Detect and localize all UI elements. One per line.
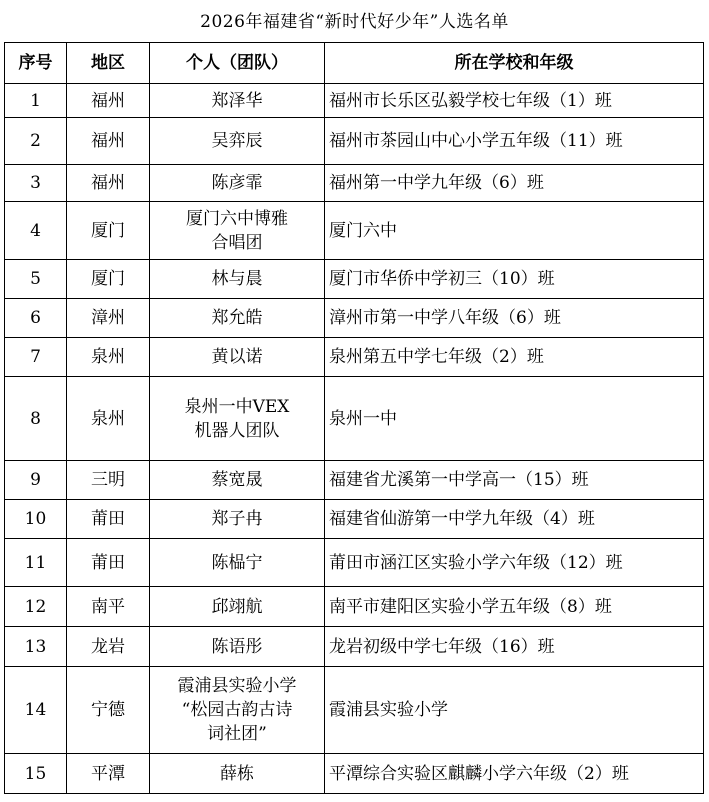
row-region: 福州 [67,165,150,202]
row-number: 15 [5,754,67,794]
row-name-line: 机器人团队 [194,420,280,441]
table-row [5,587,704,627]
row-region: 福州 [67,118,150,165]
row-number: 11 [5,539,67,587]
row-name [150,500,325,539]
row-number: 14 [5,667,67,754]
row-name-line: 郑泽华 [211,90,263,111]
table-row [5,754,704,794]
row-name-line: 陈语彤 [211,636,263,657]
row-school: 厦门市华侨中学初三（10）班 [325,260,704,299]
row-name-line: “松园古韵古诗 [181,700,293,720]
row-school: 福建省尤溪第一中学高一（15）班 [325,461,704,500]
row-school: 福州第一中学九年级（6）班 [325,165,704,202]
row-school: 福州市茶园山中心小学五年级（11）班 [325,118,704,165]
row-number: 10 [5,500,67,539]
row-region: 福州 [67,84,150,118]
row-name-line: 厦门六中博雅 [186,208,288,229]
row-name [150,338,325,377]
row-name [150,260,325,299]
row-school: 泉州一中 [325,377,704,461]
table-body [5,84,704,794]
row-name-line: 霞浦县实验小学 [177,676,297,696]
row-region: 泉州 [67,338,150,377]
row-number: 8 [5,377,67,461]
row-name [150,627,325,667]
row-number: 4 [5,202,67,260]
table-row [5,500,704,539]
row-school: 莆田市涵江区实验小学六年级（12）班 [325,539,704,587]
table-row [5,165,704,202]
row-name-line: 蔡宽晟 [211,470,263,490]
table-header-row [5,43,704,84]
table-row [5,539,704,587]
row-number: 7 [5,338,67,377]
row-school: 漳州市第一中学八年级（6）班 [325,299,704,338]
row-name [150,299,325,338]
header-name: 个人（团队） [150,43,325,84]
header-school: 所在学校和年级 [325,43,704,84]
row-name [150,461,325,500]
row-name-line: 薛栋 [220,763,254,784]
row-name-line: 吴弈辰 [211,131,263,151]
row-number: 3 [5,165,67,202]
row-number: 13 [5,627,67,667]
row-number: 12 [5,587,67,627]
row-name-line: 黄以诺 [211,347,263,367]
row-name-line: 陈彦霏 [211,173,263,193]
row-name [150,202,325,260]
row-name-line: 词社团” [207,724,267,744]
row-name-line: 郑子冉 [211,509,263,529]
row-name [150,587,325,627]
row-name [150,539,325,587]
row-school: 平潭综合实验区麒麟小学六年级（2）班 [325,754,704,794]
row-school: 福建省仙游第一中学九年级（4）班 [325,500,704,539]
table-row [5,667,704,754]
row-name [150,667,325,754]
row-region: 漳州 [67,299,150,338]
table-row [5,299,704,338]
row-region: 三明 [67,461,150,500]
row-name-line: 合唱团 [211,232,263,253]
row-name-line: 陈榀宁 [211,552,263,573]
candidate-table [4,42,704,794]
table-row [5,338,704,377]
row-number: 2 [5,118,67,165]
row-region: 南平 [67,587,150,627]
row-name [150,754,325,794]
header-number: 序号 [5,43,67,84]
row-school: 南平市建阳区实验小学五年级（8）班 [325,587,704,627]
row-name-line: 郑允皓 [211,308,263,328]
table-row [5,377,704,461]
row-name-line: 泉州一中VEX [184,396,290,417]
row-region: 莆田 [67,500,150,539]
row-school: 霞浦县实验小学 [325,667,704,754]
row-school: 福州市长乐区弘毅学校七年级（1）班 [325,84,704,118]
header-region: 地区 [67,43,150,84]
row-number: 1 [5,84,67,118]
row-region: 平潭 [67,754,150,794]
row-school: 龙岩初级中学七年级（16）班 [325,627,704,667]
row-region: 厦门 [67,202,150,260]
row-region: 泉州 [67,377,150,461]
row-name [150,165,325,202]
row-name-line: 邱翊航 [211,596,263,617]
row-number: 9 [5,461,67,500]
document-title: 2026年福建省“新时代好少年”人选名单 [200,12,509,32]
row-region: 厦门 [67,260,150,299]
row-region: 莆田 [67,539,150,587]
table-row [5,627,704,667]
row-region: 宁德 [67,667,150,754]
table-row [5,84,704,118]
row-region: 龙岩 [67,627,150,667]
table-row [5,118,704,165]
table-row [5,260,704,299]
row-name-line: 林与晨 [211,269,263,289]
table-row [5,461,704,500]
row-school: 厦门六中 [325,202,704,260]
row-name [150,84,325,118]
row-number: 6 [5,299,67,338]
row-school: 泉州第五中学七年级（2）班 [325,338,704,377]
row-name [150,118,325,165]
table-row [5,202,704,260]
row-name [150,377,325,461]
row-number: 5 [5,260,67,299]
